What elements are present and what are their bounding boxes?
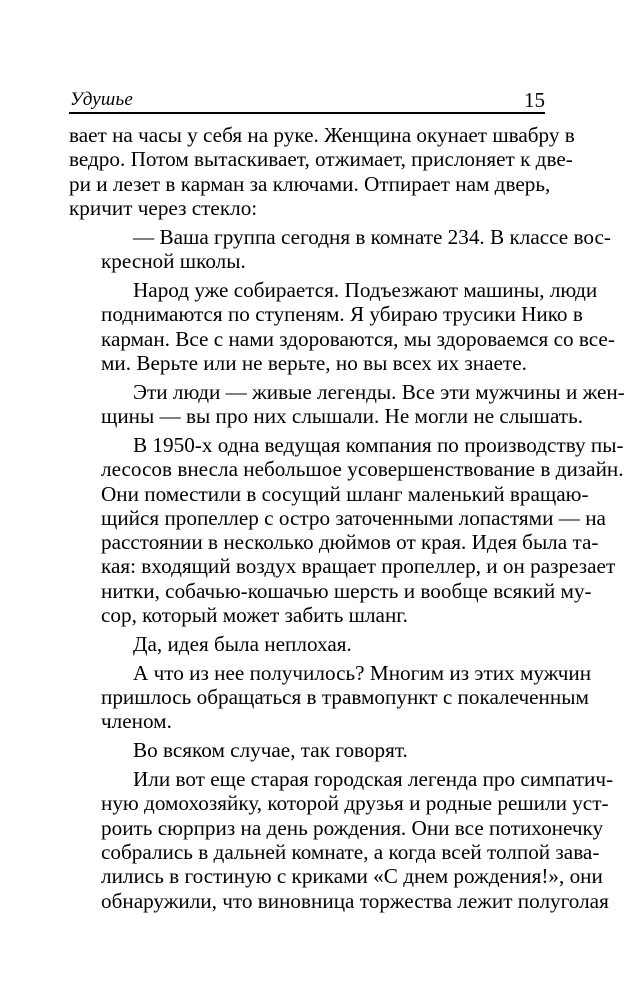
text-line: Во всяком случае, так говорят.: [133, 738, 408, 763]
text-line: членом.: [101, 709, 172, 734]
text-line: Эти люди — живые легенды. Все эти мужчины и жен-: [133, 379, 625, 404]
text-line: карман. Все с нами здороваются, мы здороваемся со все-: [101, 326, 615, 351]
paragraph: [69, 224, 611, 274]
text-line: Они поместили в сосущий шланг маленький вращаю-: [101, 481, 589, 506]
page-number: 15: [524, 88, 545, 112]
text-line: ную домохозяйку, которой друзья и родные решили уст-: [101, 791, 609, 816]
text-line: ми. Верьте или не верьте, но вы всех их знаете.: [101, 350, 527, 375]
text-line: кричит через стекло:: [69, 195, 258, 220]
text-line: — Ваша группа сегодня в комнате 234. В классе вос-: [133, 224, 611, 249]
running-title: Удушье: [70, 89, 133, 110]
running-header: [69, 84, 545, 114]
text-line: Или вот еще старая городская легенда про симпатич-: [133, 767, 614, 792]
text-line: кресной школы.: [101, 249, 246, 274]
body-text: [69, 123, 625, 918]
text-line: А что из нее получилось? Многим из этих мужчин: [133, 660, 592, 685]
text-line: обнаружили, что виновница торжества лежит полуголая: [101, 888, 609, 913]
paragraph: [69, 432, 624, 628]
text-line: ведро. Потом вытаскивает, отжимает, прислоняет к две-: [69, 147, 573, 172]
paragraph: [69, 277, 615, 375]
text-line: лесосов внесла небольшое усовершенствование в дизайн.: [101, 457, 624, 482]
text-line: роить сюрприз на день рождения. Они все потихонечку: [101, 815, 604, 840]
text-line: нитки, собачью-кошачью шерсть и вообще всякий му-: [101, 578, 592, 603]
text-line: В 1950-х одна ведущая компания по производству пы-: [133, 432, 624, 457]
text-line: щины — вы про них слышали. Не могли не слышать.: [101, 404, 584, 429]
text-line: расстоянии в несколько дюймов от края. Идея была та-: [101, 530, 599, 555]
text-line: сор, который может забить шланг.: [101, 603, 408, 628]
text-line: ри и лезет в карман за ключами. Отпирает нам дверь,: [69, 171, 551, 196]
text-line: щийся пропеллер с остро заточенными лопастями — на: [101, 505, 606, 530]
text-line: собрались в дальней комнате, а когда всей толпой зава-: [101, 840, 600, 865]
paragraph: [69, 767, 614, 913]
paragraph: [69, 660, 592, 734]
text-line: Народ уже собирается. Подъезжают машины, люди: [133, 277, 598, 302]
text-line: пришлось обращаться в травмопункт с покалеченным: [101, 685, 589, 710]
paragraph: [69, 738, 545, 762]
text-line: вает на часы у себя на руке. Женщина окунает швабру в: [69, 123, 575, 147]
text-line: Да, идея была неплохая.: [133, 631, 352, 656]
text-line: кая: входящий воздух вращает пропеллер, и он разрезает: [101, 554, 616, 579]
paragraph: [69, 632, 545, 656]
paragraph: [69, 123, 575, 220]
text-line: лились в гостиную с криками «С днем рождения!», они: [101, 864, 603, 889]
text-line: поднимаются по ступеням. Я убираю трусики Нико в: [101, 302, 583, 327]
paragraph: [69, 379, 625, 429]
